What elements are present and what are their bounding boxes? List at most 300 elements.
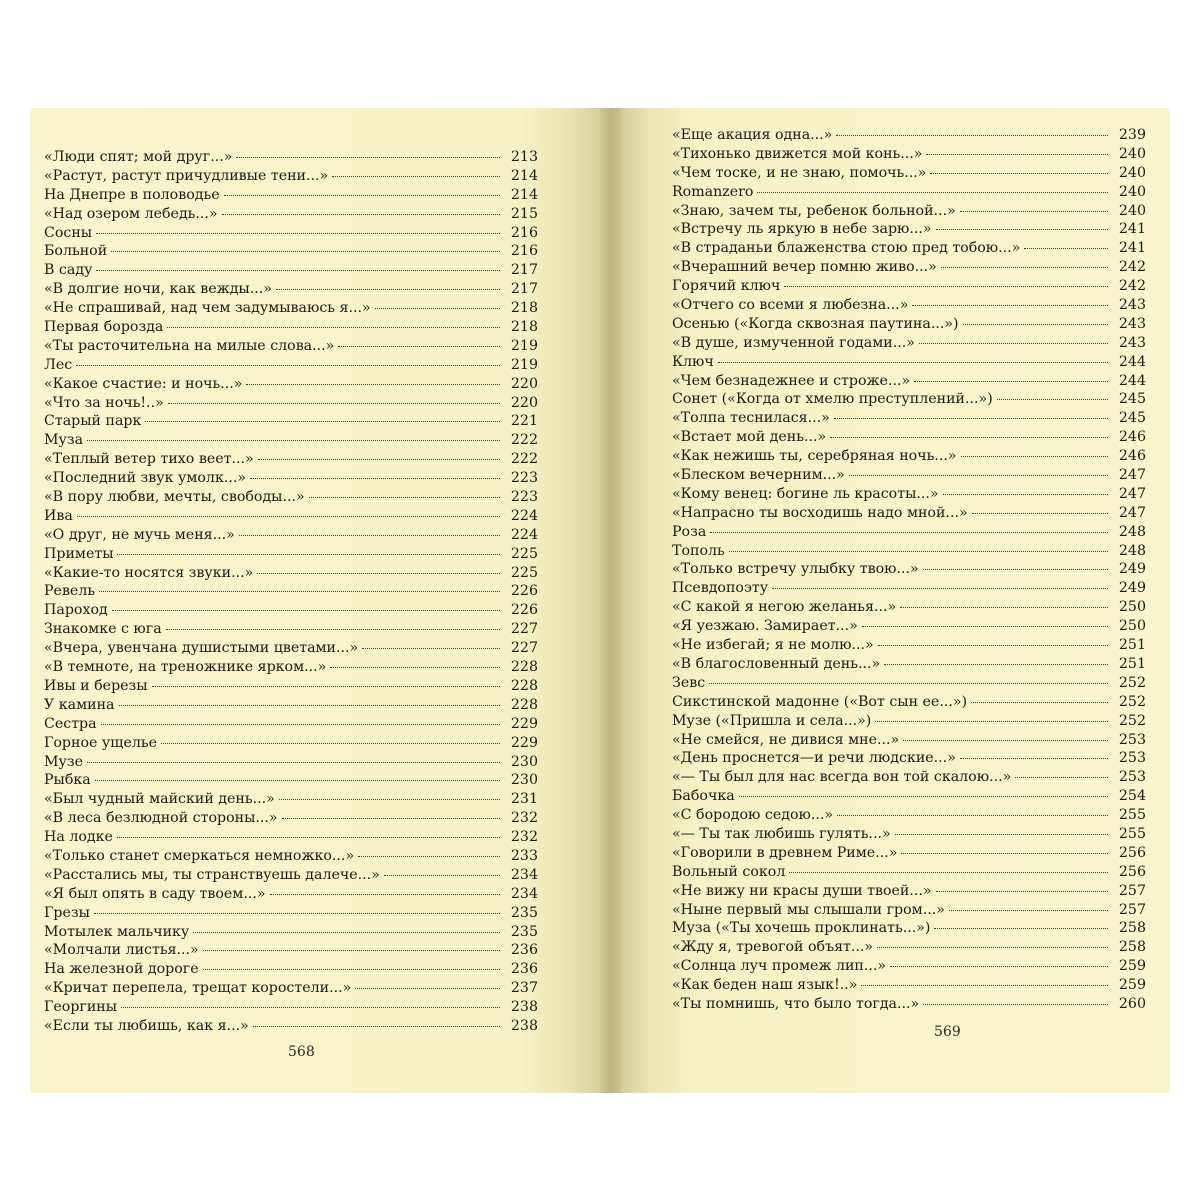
dot-leader <box>849 475 1108 476</box>
toc-entry-page: 229 <box>510 715 538 732</box>
toc-entry-page: 234 <box>510 866 538 883</box>
toc-entry-page: 251 <box>1118 637 1146 654</box>
toc-entry-page: 232 <box>510 810 538 827</box>
toc-entry <box>44 582 538 601</box>
dot-leader <box>167 327 500 328</box>
dot-leader <box>203 969 500 970</box>
toc-entry <box>672 674 1146 693</box>
toc-entry-page: 257 <box>1118 882 1146 899</box>
toc-entry-title: Роза <box>672 523 707 540</box>
toc-entry-page: 232 <box>510 829 538 846</box>
dot-leader <box>877 947 1108 948</box>
toc-entry-title: Сонет («Когда от хмелю преступлений...») <box>672 391 993 408</box>
toc-entry-title: «— Ты был для нас всегда вон той скалою...» <box>672 769 1012 786</box>
toc-entry <box>44 734 538 753</box>
dot-leader <box>960 211 1108 212</box>
dot-leader <box>250 478 500 479</box>
toc-entry-title: «Только станет смеркаться немножко...» <box>44 847 355 864</box>
toc-entry-page: 226 <box>510 602 538 619</box>
toc-entry <box>44 564 538 583</box>
toc-entry-title: Сестра <box>44 715 97 732</box>
toc-entry <box>44 261 538 280</box>
dot-leader <box>930 173 1108 174</box>
toc-entry-page: 254 <box>1118 788 1146 805</box>
dot-leader <box>203 950 500 951</box>
toc-entry-page: 230 <box>510 772 538 789</box>
toc-entry <box>44 1017 538 1036</box>
toc-entry <box>672 353 1146 372</box>
right-page <box>622 108 1170 1093</box>
dot-leader <box>117 554 500 555</box>
toc-entry <box>44 148 538 167</box>
dot-leader <box>224 195 500 196</box>
dot-leader <box>789 872 1108 873</box>
dot-leader <box>972 513 1108 514</box>
toc-entry-title: «День проснется—и речи людские...» <box>672 750 956 767</box>
toc-entry-title: «Чем безнадежнее и строже...» <box>672 372 911 389</box>
toc-entry <box>672 428 1146 447</box>
toc-entry-page: 219 <box>510 356 538 373</box>
toc-entry-title: «Тихонько движется мой конь...» <box>672 145 923 162</box>
toc-entry <box>672 466 1146 485</box>
toc-entry-page: 228 <box>510 677 538 694</box>
toc-entry <box>44 998 538 1017</box>
toc-entry <box>44 923 538 942</box>
toc-entry-title: «Теплый ветер тихо веет...» <box>44 451 254 468</box>
toc-entry-title: Грезы <box>44 904 90 921</box>
toc-entry-title: «Что за ночь!..» <box>44 394 164 411</box>
toc-entry-page: 247 <box>1118 485 1146 502</box>
toc-entry <box>672 844 1146 863</box>
toc-entry <box>44 507 538 526</box>
toc-entry-title: Пароход <box>44 602 108 619</box>
toc-entry-title: Бабочка <box>672 788 735 805</box>
left-page <box>30 108 600 1093</box>
toc-entry-page: 219 <box>510 337 538 354</box>
toc-entry <box>672 485 1146 504</box>
toc-entry-title: Муза («Ты хочешь проклинать...») <box>672 920 931 937</box>
toc-entry-title: Тополь <box>672 542 725 559</box>
toc-entry-title: «Не избегай; я не молю...» <box>672 637 874 654</box>
toc-entry-title: На лодке <box>44 829 113 846</box>
dot-leader <box>145 421 500 422</box>
toc-entry-page: 223 <box>510 489 538 506</box>
dot-leader <box>936 229 1108 230</box>
toc-entry-page: 252 <box>1118 712 1146 729</box>
toc-entry-page: 223 <box>510 470 538 487</box>
toc-entry-title: Осенью («Когда сквозная паутина...») <box>672 315 959 332</box>
toc-entry-title: «Жду я, тревогой объят...» <box>672 939 874 956</box>
toc-entry-title: Муза <box>44 432 84 449</box>
dot-leader <box>330 667 500 668</box>
dot-leader <box>941 267 1108 268</box>
dot-leader <box>117 837 500 838</box>
toc-entry-title: «В долгие ночи, как вежды...» <box>44 281 272 298</box>
toc-entry <box>44 469 538 488</box>
toc-entry-page: 236 <box>510 961 538 978</box>
toc-entry-title: «— Ты так любишь гулять...» <box>672 825 891 842</box>
toc-entry-page: 243 <box>1118 334 1146 351</box>
toc-entry-title: «Если ты любишь, как я...» <box>44 1017 249 1034</box>
toc-entry <box>44 601 538 620</box>
toc-entry-title: «Толпа теснилася...» <box>672 410 830 427</box>
toc-entry <box>672 334 1146 353</box>
toc-entry-page: 255 <box>1118 807 1146 824</box>
toc-entry-title: «Вчера, увенчана душистыми цветами...» <box>44 640 359 657</box>
dot-leader <box>166 629 500 630</box>
toc-entry <box>672 863 1146 882</box>
toc-entry-page: 230 <box>510 753 538 770</box>
dot-leader <box>332 176 500 177</box>
toc-entry-title: «Какие-то носятся звуки...» <box>44 564 254 581</box>
toc-entry-page: 246 <box>1118 448 1146 465</box>
toc-entry-page: 252 <box>1118 674 1146 691</box>
dot-leader <box>168 403 500 404</box>
toc-entry-page: 251 <box>1118 655 1146 672</box>
dot-leader <box>236 157 500 158</box>
toc-entry <box>44 545 538 564</box>
toc-entry-title: «Ты помнишь, что было тогда...» <box>672 995 920 1012</box>
dot-leader <box>997 399 1108 400</box>
toc-entry-page: 224 <box>510 507 538 524</box>
toc-entry <box>44 847 538 866</box>
toc-entry <box>672 787 1146 806</box>
toc-entry <box>672 258 1146 277</box>
toc-entry-title: «В благословенный день...» <box>672 655 881 672</box>
toc-entry-title: Знакомке с юга <box>44 621 162 638</box>
dot-leader <box>923 1004 1108 1005</box>
toc-entry <box>44 488 538 507</box>
toc-entry-page: 216 <box>510 224 538 241</box>
toc-entry-title: «С бородою седою...» <box>672 807 834 824</box>
toc-entry-title: «Не спрашивай, над чем задумываюсь я...» <box>44 300 371 317</box>
toc-entry-title: Музе <box>44 753 84 770</box>
toc-entry-page: 253 <box>1118 731 1146 748</box>
toc-entry <box>44 960 538 979</box>
dot-leader <box>362 648 500 649</box>
toc-entry <box>44 715 538 734</box>
toc-entry-title: Рыбка <box>44 772 91 789</box>
toc-entry <box>672 976 1146 995</box>
toc-entry-page: 218 <box>510 300 538 317</box>
toc-entry <box>44 412 538 431</box>
toc-entry <box>672 523 1146 542</box>
toc-entry-title: Сосны <box>44 224 93 241</box>
dot-leader <box>836 135 1108 136</box>
toc-entry-title: «Говорили в древнем Риме...» <box>672 844 898 861</box>
toc-entry <box>672 277 1146 296</box>
toc-entry <box>44 904 538 923</box>
dot-leader <box>709 683 1108 684</box>
toc-entry <box>672 731 1146 750</box>
toc-entry-title: «С какой я негою желанья...» <box>672 599 897 616</box>
toc-entry-title: «Кричат перепела, трещат коростели...» <box>44 980 352 997</box>
toc-entry-page: 253 <box>1118 769 1146 786</box>
toc-entry-page: 213 <box>510 149 538 165</box>
toc-entry <box>44 696 538 715</box>
dot-leader <box>862 626 1108 627</box>
toc-entry-title: Старый парк <box>44 413 142 430</box>
toc-entry-page: 220 <box>510 394 538 411</box>
toc-entry <box>44 394 538 413</box>
toc-entry <box>672 296 1146 315</box>
toc-entry-page: 224 <box>510 526 538 543</box>
toc-entry-page: 214 <box>510 186 538 203</box>
toc-entry <box>672 315 1146 334</box>
toc-entry <box>44 375 538 394</box>
dot-leader <box>246 384 500 385</box>
toc-entry-page: 257 <box>1118 901 1146 918</box>
toc-entry-page: 236 <box>510 942 538 959</box>
dot-leader <box>358 856 500 857</box>
dot-leader <box>338 346 500 347</box>
toc-entry-page: 227 <box>510 621 538 638</box>
toc-entry <box>672 447 1146 466</box>
toc-entry-title: «Еще акация одна...» <box>672 127 833 143</box>
toc-entry <box>672 126 1146 145</box>
toc-entry-title: «Как беден наш язык!..» <box>672 977 858 994</box>
dot-leader <box>926 154 1108 155</box>
toc-entry-page: 248 <box>1118 523 1146 540</box>
toc-entry-page: 241 <box>1118 221 1146 238</box>
dot-leader <box>282 818 500 819</box>
toc-entry-title: Первая борозда <box>44 319 164 336</box>
dot-leader <box>729 551 1108 552</box>
toc-entry <box>672 749 1146 768</box>
page-number: 569 <box>934 1024 961 1040</box>
toc-entry-title: «Вчерашний вечер помню живо...» <box>672 259 937 276</box>
toc-entry-title: «В темноте, на треножнике ярком...» <box>44 659 327 676</box>
toc-entry-page: 225 <box>510 564 538 581</box>
toc-entry <box>44 885 538 904</box>
toc-entry-page: 240 <box>1118 145 1146 162</box>
toc-entry <box>44 337 538 356</box>
toc-entry-page: 217 <box>510 262 538 279</box>
toc-entry <box>44 941 538 960</box>
toc-entry-page: 253 <box>1118 750 1146 767</box>
toc-entry-page: 239 <box>1118 127 1146 143</box>
dot-leader <box>784 286 1108 287</box>
table-of-contents-left <box>44 148 538 1036</box>
toc-entry-title: Горячий ключ <box>672 278 781 295</box>
toc-entry-page: 225 <box>510 545 538 562</box>
toc-entry <box>44 790 538 809</box>
toc-entry-page: 260 <box>1118 995 1146 1012</box>
dot-leader <box>257 573 500 574</box>
toc-entry <box>672 579 1146 598</box>
toc-entry <box>44 450 538 469</box>
toc-entry <box>672 693 1146 712</box>
dot-leader <box>890 966 1108 967</box>
dot-leader <box>87 440 500 441</box>
toc-entry-title: Псевдопоэту <box>672 580 769 597</box>
toc-entry <box>44 431 538 450</box>
toc-entry <box>44 186 538 205</box>
dot-leader <box>960 758 1108 759</box>
toc-entry-page: 226 <box>510 583 538 600</box>
toc-entry <box>44 205 538 224</box>
toc-entry-page: 250 <box>1118 618 1146 635</box>
toc-entry-title: У камина <box>44 696 115 713</box>
toc-entry-page: 220 <box>510 375 538 392</box>
toc-entry-page: 231 <box>510 791 538 808</box>
toc-entry <box>44 753 538 772</box>
toc-entry <box>672 919 1146 938</box>
toc-entry <box>44 280 538 299</box>
toc-entry <box>44 828 538 847</box>
toc-entry-page: 256 <box>1118 844 1146 861</box>
table-of-contents-right <box>672 126 1146 1014</box>
toc-entry-title: Ива <box>44 507 73 524</box>
dot-leader <box>1024 248 1108 249</box>
dot-leader <box>101 724 500 725</box>
toc-entry-title: Больной <box>44 243 108 260</box>
dot-leader <box>943 494 1108 495</box>
dot-leader <box>111 251 500 252</box>
toc-entry <box>672 957 1146 976</box>
toc-entry <box>44 677 538 696</box>
toc-entry-title: «Какое счастие: и ночь...» <box>44 375 243 392</box>
toc-entry-title: Зевс <box>672 674 706 691</box>
toc-entry-page: 221 <box>510 413 538 430</box>
toc-entry-title: Romanzero <box>672 183 754 200</box>
toc-entry-page: 241 <box>1118 240 1146 257</box>
dot-leader <box>309 497 500 498</box>
toc-entry-title: Ключ <box>672 353 714 370</box>
toc-entry-page: 255 <box>1118 825 1146 842</box>
toc-entry-page: 240 <box>1118 183 1146 200</box>
dot-leader <box>875 721 1108 722</box>
toc-entry-page: 256 <box>1118 863 1146 880</box>
toc-entry-title: Лес <box>44 356 73 373</box>
dot-leader <box>375 308 500 309</box>
toc-entry-title: «Блеском вечерним...» <box>672 467 845 484</box>
dot-leader <box>936 891 1108 892</box>
toc-entry <box>44 318 538 337</box>
toc-entry-page: 217 <box>510 281 538 298</box>
toc-entry <box>672 995 1146 1014</box>
toc-entry <box>672 882 1146 901</box>
dot-leader <box>757 192 1108 193</box>
toc-entry-title: В саду <box>44 262 93 279</box>
toc-entry-page: 222 <box>510 451 538 468</box>
dot-leader <box>919 343 1108 344</box>
toc-entry-title: «В душе, измученной годами...» <box>672 334 915 351</box>
toc-entry <box>672 806 1146 825</box>
toc-entry <box>672 655 1146 674</box>
toc-entry-page: 216 <box>510 243 538 260</box>
dot-leader <box>772 588 1108 589</box>
toc-entry-title: «Молчали листья...» <box>44 942 199 959</box>
dot-leader <box>152 686 500 687</box>
dot-leader <box>837 815 1108 816</box>
toc-entry-page: 249 <box>1118 580 1146 597</box>
book-gutter <box>600 108 622 1093</box>
dot-leader <box>834 418 1108 419</box>
dot-leader <box>963 324 1108 325</box>
toc-entry <box>672 598 1146 617</box>
dot-leader <box>119 705 501 706</box>
dot-leader <box>961 456 1108 457</box>
toc-entry-title: «О друг, не мучь меня...» <box>44 526 235 543</box>
dot-leader <box>949 910 1108 911</box>
toc-entry-title: Ивы и березы <box>44 677 148 694</box>
toc-entry-title: На Днепре в половодье <box>44 186 220 203</box>
dot-leader <box>96 233 500 234</box>
toc-entry-title: «Я уезжаю. Замирает...» <box>672 618 858 635</box>
toc-entry-title: «Ты расточительна на милые слова...» <box>44 337 335 354</box>
toc-entry <box>44 866 538 885</box>
toc-entry-title: «Расстались мы, ты странствуешь далече...» <box>44 866 380 883</box>
toc-entry-title: Вольный сокол <box>672 863 786 880</box>
dot-leader <box>895 834 1108 835</box>
toc-entry <box>672 409 1146 428</box>
toc-entry <box>672 901 1146 920</box>
toc-entry <box>44 526 538 545</box>
toc-entry <box>44 620 538 639</box>
toc-entry-page: 247 <box>1118 467 1146 484</box>
dot-leader <box>739 796 1108 797</box>
dot-leader <box>971 702 1108 703</box>
toc-entry-page: 235 <box>510 923 538 940</box>
dot-leader <box>861 985 1108 986</box>
toc-entry-title: «В леса безлюдной стороны...» <box>44 810 278 827</box>
toc-entry-page: 248 <box>1118 542 1146 559</box>
toc-entry-title: «Люди спят; мой друг...» <box>44 149 233 165</box>
toc-entry-page: 243 <box>1118 297 1146 314</box>
toc-entry-title: «Ныне первый мы слышали гром...» <box>672 901 945 918</box>
toc-entry <box>672 938 1146 957</box>
dot-leader <box>830 437 1108 438</box>
toc-entry <box>672 825 1146 844</box>
toc-entry-title: Георгины <box>44 999 118 1016</box>
dot-leader <box>96 270 500 271</box>
dot-leader <box>914 381 1108 382</box>
toc-entry-page: 245 <box>1118 391 1146 408</box>
dot-leader <box>384 875 500 876</box>
toc-entry-page: 222 <box>510 432 538 449</box>
dot-leader <box>718 362 1108 363</box>
toc-entry-title: «В пору любви, мечты, свободы...» <box>44 489 305 506</box>
toc-entry-title: «Встречу ль яркую в небе зарю...» <box>672 221 932 238</box>
toc-entry-title: «Кому венец: богине ль красоты...» <box>672 485 939 502</box>
toc-entry-page: 238 <box>510 1017 538 1034</box>
toc-entry-title: «Чем тоске, и не знаю, помочь...» <box>672 164 927 181</box>
toc-entry-page: 227 <box>510 640 538 657</box>
dot-leader <box>710 532 1108 533</box>
dot-leader <box>95 780 500 781</box>
toc-entry <box>44 356 538 375</box>
toc-entry <box>672 768 1146 787</box>
toc-entry-title: Горное ущелье <box>44 734 157 751</box>
dot-leader <box>884 664 1108 665</box>
dot-leader <box>87 762 500 763</box>
toc-entry-title: «Отчего со всеми я любезна...» <box>672 297 909 314</box>
toc-entry-page: 235 <box>510 904 538 921</box>
toc-entry <box>672 542 1146 561</box>
dot-leader <box>900 607 1108 608</box>
toc-entry-page: 238 <box>510 999 538 1016</box>
dot-leader <box>76 365 500 366</box>
toc-entry-page: 237 <box>510 980 538 997</box>
dot-leader <box>270 894 500 895</box>
dot-leader <box>934 928 1108 929</box>
toc-entry-page: 250 <box>1118 599 1146 616</box>
toc-entry-title: «Знаю, зачем ты, ребенок больной...» <box>672 202 956 219</box>
toc-entry-page: 258 <box>1118 920 1146 937</box>
dot-leader <box>903 740 1108 741</box>
toc-entry <box>672 560 1146 579</box>
